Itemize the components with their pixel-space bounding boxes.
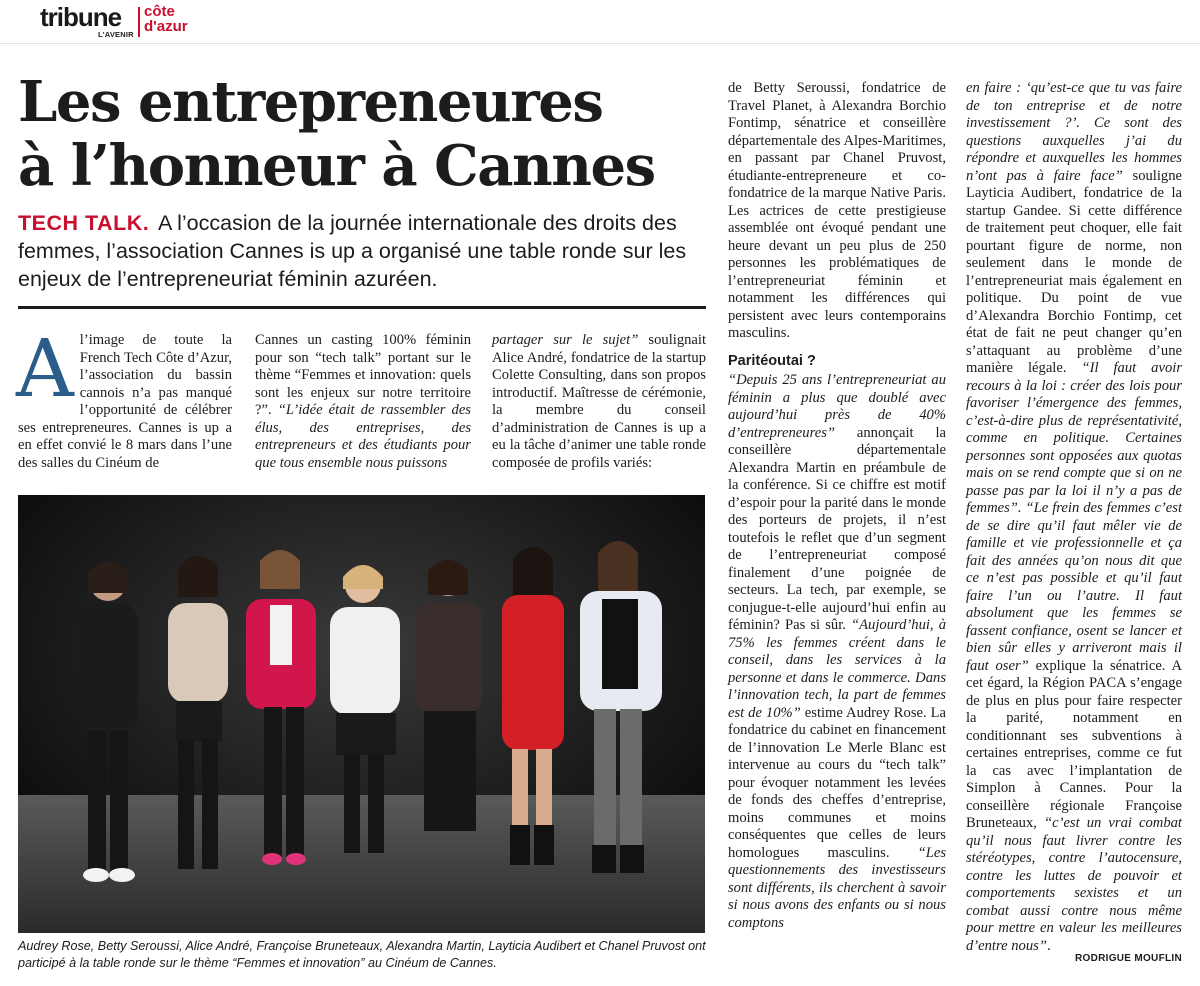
article-byline: RODRIGUE MOUFLIN	[1074, 953, 1182, 964]
logo-edition-line1: côte	[144, 3, 175, 20]
column-4-paragraph	[728, 372, 946, 932]
logo-brand: tribune	[40, 2, 122, 32]
column-3-quote: partager sur le sujet”	[492, 332, 639, 348]
article-column-5	[966, 80, 1182, 957]
column-5-paragraph	[966, 80, 1182, 955]
text: estime Audrey Rose. La fondatrice du cabinet en financement de l’innovation Le Merle Blanc est intervenue au cours du “tech talk” pour évoquer notamment les levées de fonds des cheffes d’entreprise, moins communes et moins conséquentes que celles de leurs homologues masculins.	[728, 704, 946, 861]
logo-divider	[138, 7, 140, 37]
headline-rule	[18, 306, 706, 309]
quote: “Les questionnements des investisseurs sont différents, ils cherchent à savoir si nous avons des enfants ou si nous comptons	[728, 844, 946, 931]
photo-caption: Audrey Rose, Betty Seroussi, Alice André, Françoise Bruneteaux, Alexandra Martin, Layticia Audibert et Chanel Pruvost ont participé à la table ronde sur le thème “Femmes et innovation” au Cinéum de Cannes.	[18, 939, 706, 970]
logo-edition-line2: d'azur	[144, 18, 188, 35]
standfirst-text: A l’occasion de la journée internationale des droits des femmes, l’association Cannes is up a organisé une table ronde sur les enjeux de l’entrepreneuriat féminin azuréen.	[18, 211, 687, 291]
quote: en faire : ‘qu’est-ce que tu vas faire de ton entreprise et de notre investissement ?’. Ce sont des questions auxquelles j’ai du répondre et auxquelles les hommes n’ont pas à faire face”	[966, 80, 1182, 184]
headline-line-2: à l’honneur à Cannes	[18, 133, 655, 199]
photo-illustration	[18, 495, 705, 933]
quote: “Il faut avoir recours à la loi : créer des lois pour favoriser l’émergence des femmes, c’est-à-dire plus de représentativité, comme en politique. Certaines personnes sont opposées aux quotas mais on se rend compte que si on ne passe pas par la loi il n’y a pas de femmes”. “Le frein des femmes c’est de se dire qu’il faut mêler vie de famille et vie professionnelle et ça fait des années qu’on nous dit que ce n’est pas possible et qu’il faut faire l’un ou l’autre. Il faut absolument que les femmes se fassent confiance, osent se lancer et bien sûr elles y arriveront mais il faut oser”	[966, 360, 1182, 674]
headline-line-1: Les entrepreneures	[18, 69, 603, 135]
logo-brand-sub: L'AVENIR	[98, 30, 134, 39]
quote: “Aujourd’hui, à 75% les femmes créent dans le conseil, dans les services à la personne et dans le commerce. Dans l’innovation tech, la part de femmes est de 10%”	[728, 617, 946, 721]
article-column-2	[255, 332, 471, 472]
section-subhead: Paritéoutai ?	[728, 352, 816, 369]
column-1-text: l’image de toute la French Tech Côte d’Azur, l’association du bassin cannois n’a pas manqué l’opportunité de célébrer ses entrepreneures. Cannes is up a en effet convié le 8 mars dans l’une des salles du Cinéum de	[18, 332, 232, 471]
text: explique la sénatrice. A cet égard, la Région PACA s’engage de plus en plus pour faire respecter la parité, notamment en conditionnant ses subventions à certaines entreprises, comme ce fut la cas avec l’implantation de Simplon à Cannes. Pour la conseillère régionale Françoise Bruneteaux,	[966, 657, 1182, 831]
column-2-quote: “L’idée était de rassembler des élus, des entreprises, des entrepreneurs et des étudiants pour que tous ensemble nous puissons	[255, 402, 471, 471]
column-4-paragraph: de Betty Seroussi, fondatrice de Travel Planet, à Alexandra Borchio Fontimp, sénatrice et conseillère départementale des Alpes-Maritimes, en passant par Chanel Pruvost, étudiante-entrepreneure et co-fondatrice de la marque Native Paris. Les actrices de cette prestigieuse assemblée ont évoqué pendant une heure devant un peu plus de 250 personnes les problématiques de l’entrepreneuriat féminin et notamment les différences qui persistent avec leurs contemporains masculins.	[728, 80, 946, 341]
section-kicker: TECH TALK.	[18, 211, 150, 235]
quote: “Depuis 25 ans l’entrepreneuriat au féminin a plus que doublé avec aujourd’hui près de 40% d’entrepreneures”	[728, 372, 946, 441]
article-column-1	[16, 322, 232, 472]
text: annonçait la conseillère départementale Alexandra Martin en préambule de la conférence. Si ce chiffre est motif d’espoir pour la parité dans le monde des porteurs de projets, il n’est toutefois le reflet que d’un segment de l’entrepreneuriat composé finalement d’une poignée de secteurs. La tech, par exemple, se conjugue-t-elle aujourd’hui enfin au féminin? Pas si sûr.	[728, 424, 946, 633]
column-2-text: Cannes un casting 100% féminin pour son “tech talk” portant sur le thème “Femmes et innovation: quels sont les enjeux sur notre territoire ?”.	[255, 332, 471, 418]
article-standfirst	[18, 209, 708, 293]
article-headline	[18, 70, 708, 198]
article-column-3	[492, 332, 706, 472]
masthead	[0, 0, 1200, 44]
article-column-4	[728, 80, 946, 934]
text: souligne Layticia Audibert, fondatrice de la startup Gandee. Si cette différence de traitement peut choquer, elle fait pourtant figure de norme, non seulement dans le monde de l’entrepreneuriat mais également en politique. Du point de vue d’Alexandra Borchio Fontimp, cet état de fait ne peut changer qu’en s’attaquant au problème d’une manière légale.	[966, 167, 1182, 376]
text: .	[1046, 937, 1051, 954]
dropcap: A	[16, 322, 74, 415]
article-photo[interactable]	[18, 495, 705, 933]
column-3-text: soulignait Alice André, fondatrice de la startup Colette Consulting, dans son propos introductif. Maîtresse de cérémonie, la membre du conseil d’administration de Cannes is up a eu la tâche d’animer une table ronde composée de profils variés:	[492, 332, 706, 471]
quote: “c’est un vrai combat qu’il nous faut livrer contre les stéréotypes, contre l’autocensure, contre les luttes de pouvoir et comportements sexistes et un combat aussi contre nous même pour mettre en valeur les meilleures d’entre nous”	[966, 815, 1182, 954]
